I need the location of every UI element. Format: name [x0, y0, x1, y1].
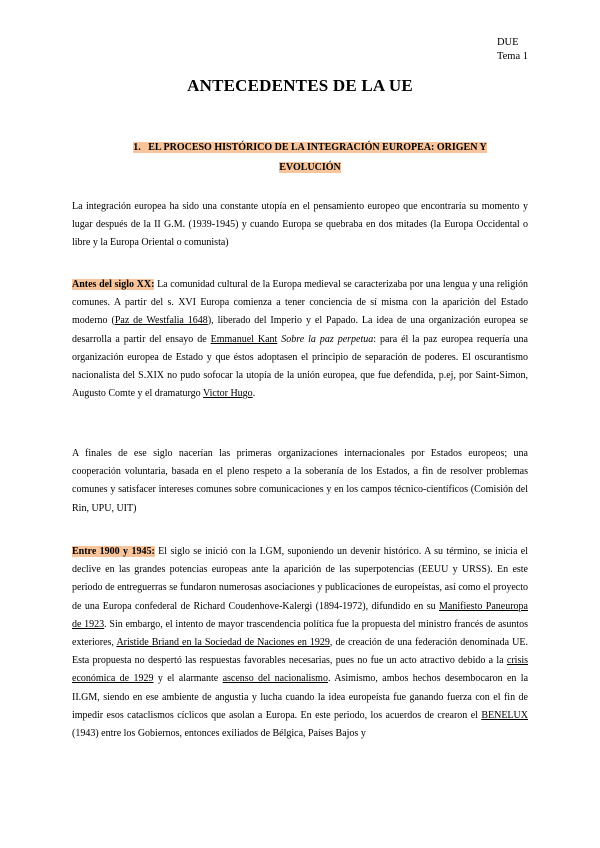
- section-heading-line1: EL PROCESO HISTÓRICO DE LA INTEGRACIÓN EUROPEA: ORIGEN Y: [148, 142, 487, 153]
- text-run: (1943) entre los Gobiernos, entonces exiliados de Bélgica, Países Bajos y: [72, 728, 366, 740]
- paragraph-late-19th-century: A finales de ese siglo nacerían las primeras organizaciones internacionales por Estados europeos; una cooperación voluntaria, basada en el pleno respeto a la soberanía de los Estados, a fin de resolver problemas comunes y satisfacer intereses comunes sobre comunicaciones y en los campos técnico-científicos (Comisión del Rin, UPU, UIT): [72, 448, 528, 514]
- header-topic: Tema 1: [496, 51, 528, 62]
- underlined-term: ascenso del nacionalismo: [222, 673, 328, 685]
- page-title: ANTECEDENTES DE LA UE: [187, 76, 413, 95]
- paragraph-1900-1945: [72, 543, 528, 743]
- paragraph-lead: Entre 1900 y 1945:: [72, 546, 155, 557]
- italic-title: Sobre la paz perpetua: [277, 333, 374, 345]
- paragraph-intro: La integración europea ha sido una constante utopía en el pensamiento europeo que encontraría su momento y lugar después de la II G.M. (1939-1945) y cuando Europa se quebraba en dos mitades (la Europa Occidental o libre y la Europa Oriental o comunista): [72, 201, 528, 249]
- underlined-term: Emmanuel Kant: [210, 333, 278, 345]
- underlined-term: BENELUX: [481, 709, 528, 721]
- underlined-term: Paz de Westfalia 1648: [114, 315, 208, 327]
- text-run: y el alarmante: [153, 673, 223, 685]
- text-run: . Sin embargo, el intento de mayor trascendencia política fue la propuesta del ministro francés de asuntos exteriores,: [72, 618, 528, 649]
- text-run: .: [252, 388, 256, 400]
- underlined-term: Victor Hugo: [203, 388, 253, 400]
- text-run: : para él la paz europea requería una organización europea de Estado y que éstos adoptasen el principio de separación de poderes. El oscurantismo nacionalista del S.XIX no pudo sofocar la utopía de la unión europea, que fue defendida, p.ej, por Saint-Simon, Augusto Comte y el dramaturgo: [72, 333, 528, 400]
- page-header: [497, 36, 528, 64]
- paragraph-before-20th-century: [72, 276, 528, 403]
- section-number: 1.: [133, 142, 141, 153]
- paragraph-lead: Antes del siglo XX:: [72, 279, 155, 290]
- underlined-term: crisis económica de 1929: [72, 655, 528, 685]
- text-run: La comunidad cultural de la Europa medieval se caracterizaba por una lengua y una religión comunes. A partir del s. XVI Europa comienza a tener conciencia de sí misma con la aparición del Estado moderno (: [72, 279, 528, 327]
- text-run: , de creación de una federación denominada UE. Esta propuesta no despertó las respuestas favorables necesarias, pues no fue un acto atractivo debido a la: [72, 637, 528, 667]
- underlined-term: Manifiesto Paneuropa de 1923: [72, 600, 528, 630]
- header-course: DUE: [496, 37, 519, 48]
- text-run: . Asimismo, ambos hechos desembocaron en la II.GM, siendo en ese ambiente de angustia y lucha cuando la idea europeísta fue ganando fuerza con el fin de impedir esos cataclismos cíclicos que asolan a Europa. En este periodo, los acuerdos de crearon el: [72, 673, 529, 721]
- text-run: El siglo se inició con la I.GM, suponiendo un devenir histórico. A su término, se inicia el declive en las grandes potencias europeas ante la aparición de las superpotencias (EEUU y URSS). En este periodo de entreguerras se fundaron numerosas asociaciones y publicaciones de europeístas, así como el proyecto de una Europa confederal de Richard Coudenhove-Kalergi (1894-1972), difundido en su: [72, 546, 528, 612]
- underlined-term: Aristide Briand en la Sociedad de Naciones en 1929: [116, 637, 330, 649]
- section-heading-line2: EVOLUCIÓN: [279, 162, 341, 173]
- text-run: ), liberado del Imperio y el Papado. La idea de una organización europea se desarrolla a partir del ensayo de: [72, 315, 528, 345]
- section-heading: [110, 138, 510, 178]
